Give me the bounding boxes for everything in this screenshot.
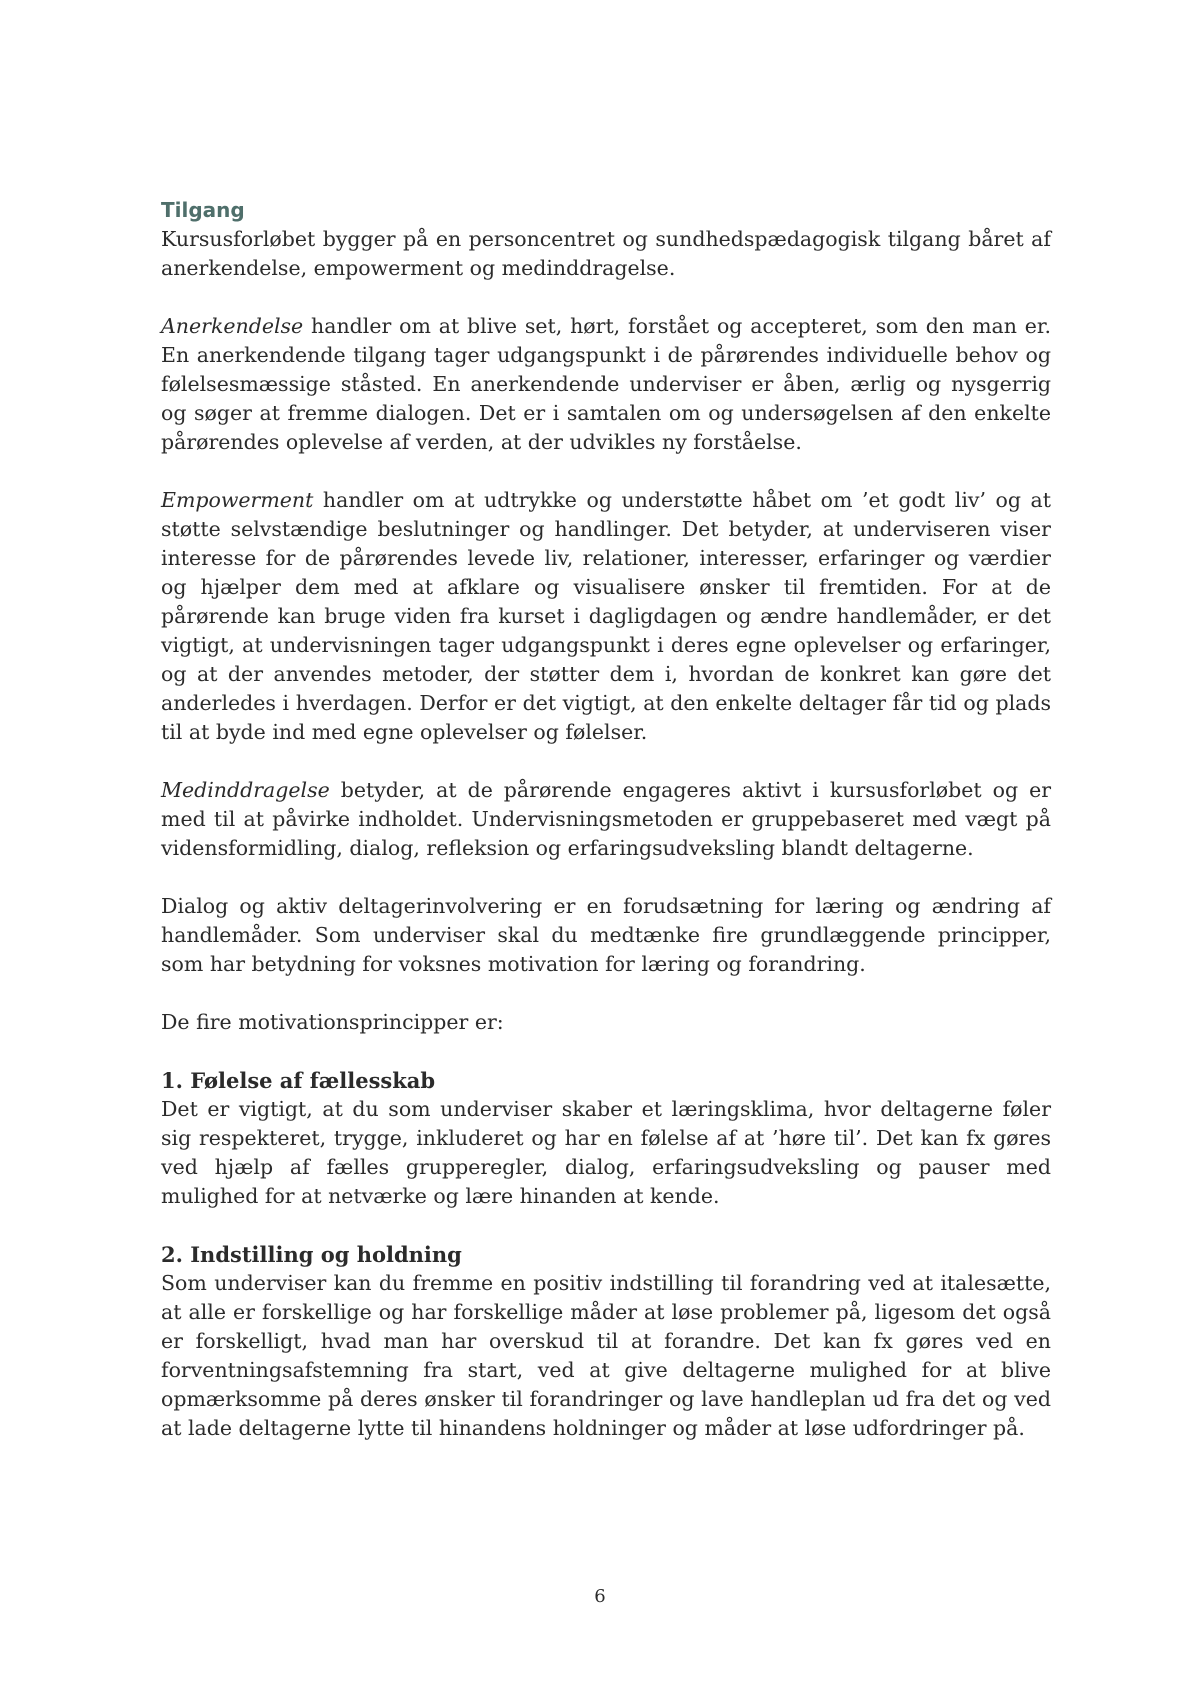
principle-heading-1: 1. Følelse af fællesskab — [161, 1068, 436, 1093]
dialog-paragraph: Dialog og aktiv deltagerinvolvering er en forudsætning for læring og ændring af handlemåder. Som underviser skal du medtænke fire grundlæggende principper, som har betydning for voksnes motivation for læring og forandring. — [161, 894, 1051, 976]
principle-text-2: Som underviser kan du fremme en positiv indstilling til forandring ved at italesætte, at alle er forskellige og har forskellige måder at løse problemer på, ligesom det også er forskelligt, hvad man har overskud til at forandre. Det kan fx gøres ved en forventningsafstemning fra start, ved at give deltagerne mulighed for at blive opmærksomme på deres ønsker til forandringer og lave handleplan ud fra det og ved at lade deltagerne lytte til hinandens holdninger og måder at løse udfordringer på. — [161, 1271, 1051, 1440]
section-title: Tilgang — [161, 198, 245, 222]
medinddragelse-paragraph — [161, 776, 1051, 863]
principle-heading-2: 2. Indstilling og holdning — [161, 1242, 462, 1267]
principle-text-1: Det er vigtigt, at du som underviser skaber et læringsklima, hvor deltagerne føler sig respekteret, trygge, inkluderet og har en følelse af at ’høre til’. Det kan fx gøres ved hjælp af fælles grupperegler, dialog, erfaringsudveksling og pauser med mulighed for at netværke og lære hinanden at kende. — [161, 1097, 1051, 1208]
intro-paragraph: Kursusforløbet bygger på en personcentret og sundhedspædagogisk tilgang båret af anerkendelse, empowerment og medinddragelse. — [161, 227, 1051, 280]
page-number: 6 — [594, 1586, 606, 1607]
anerkendelse-text: handler om at blive set, hørt, forstået og accepteret, som den man er. En anerkendende tilgang tager udgangspunkt i de pårørendes individuelle behov og følelsesmæssige ståsted. En anerkendende underviser er åben, ærlig og nysgerrig og søger at fremme dialogen. Det er i samtalen om og undersøgelsen af den enkelte pårørendes oplevelse af verden, at der udvikles ny forståelse. — [161, 314, 1051, 454]
medinddragelse-text: betyder, at de pårørende engageres aktivt i kursusforløbet og er med til at påvirke indholdet. Undervisningsmetoden er gruppebaseret med vægt på vidensformidling, dialog, refleksion og erfaringsudveksling blandt deltagerne. — [161, 778, 1051, 860]
principles-lead-in: De fire motivationsprincipper er: — [161, 1010, 504, 1034]
page-content — [161, 196, 1051, 1472]
medinddragelse-term: Medinddragelse — [161, 778, 330, 802]
anerkendelse-term: Anerkendelse — [161, 314, 304, 338]
empowerment-term: Empowerment — [161, 488, 314, 512]
anerkendelse-paragraph — [161, 312, 1051, 457]
empowerment-paragraph — [161, 486, 1051, 747]
empowerment-text: handler om at udtrykke og understøtte håbet om ’et godt liv’ og at støtte selvstændige beslutninger og handlinger. Det betyder, at underviseren viser interesse for de pårørendes levede liv, relationer, interesser, erfaringer og værdier og hjælper dem med at afklare og visualisere ønsker til fremtiden. For at de pårørende kan bruge viden fra kurset i dagligdagen og ændre handlemåder, er det vigtigt, at undervisningen tager udgangspunkt i deres egne oplevelser og erfaringer, og at der anvendes metoder, der støtter dem i, hvordan de konkret kan gøre det anderledes i hverdagen. Derfor er det vigtigt, at den enkelte deltager får tid og plads til at byde ind med egne oplevelser og følelser. — [161, 488, 1051, 744]
